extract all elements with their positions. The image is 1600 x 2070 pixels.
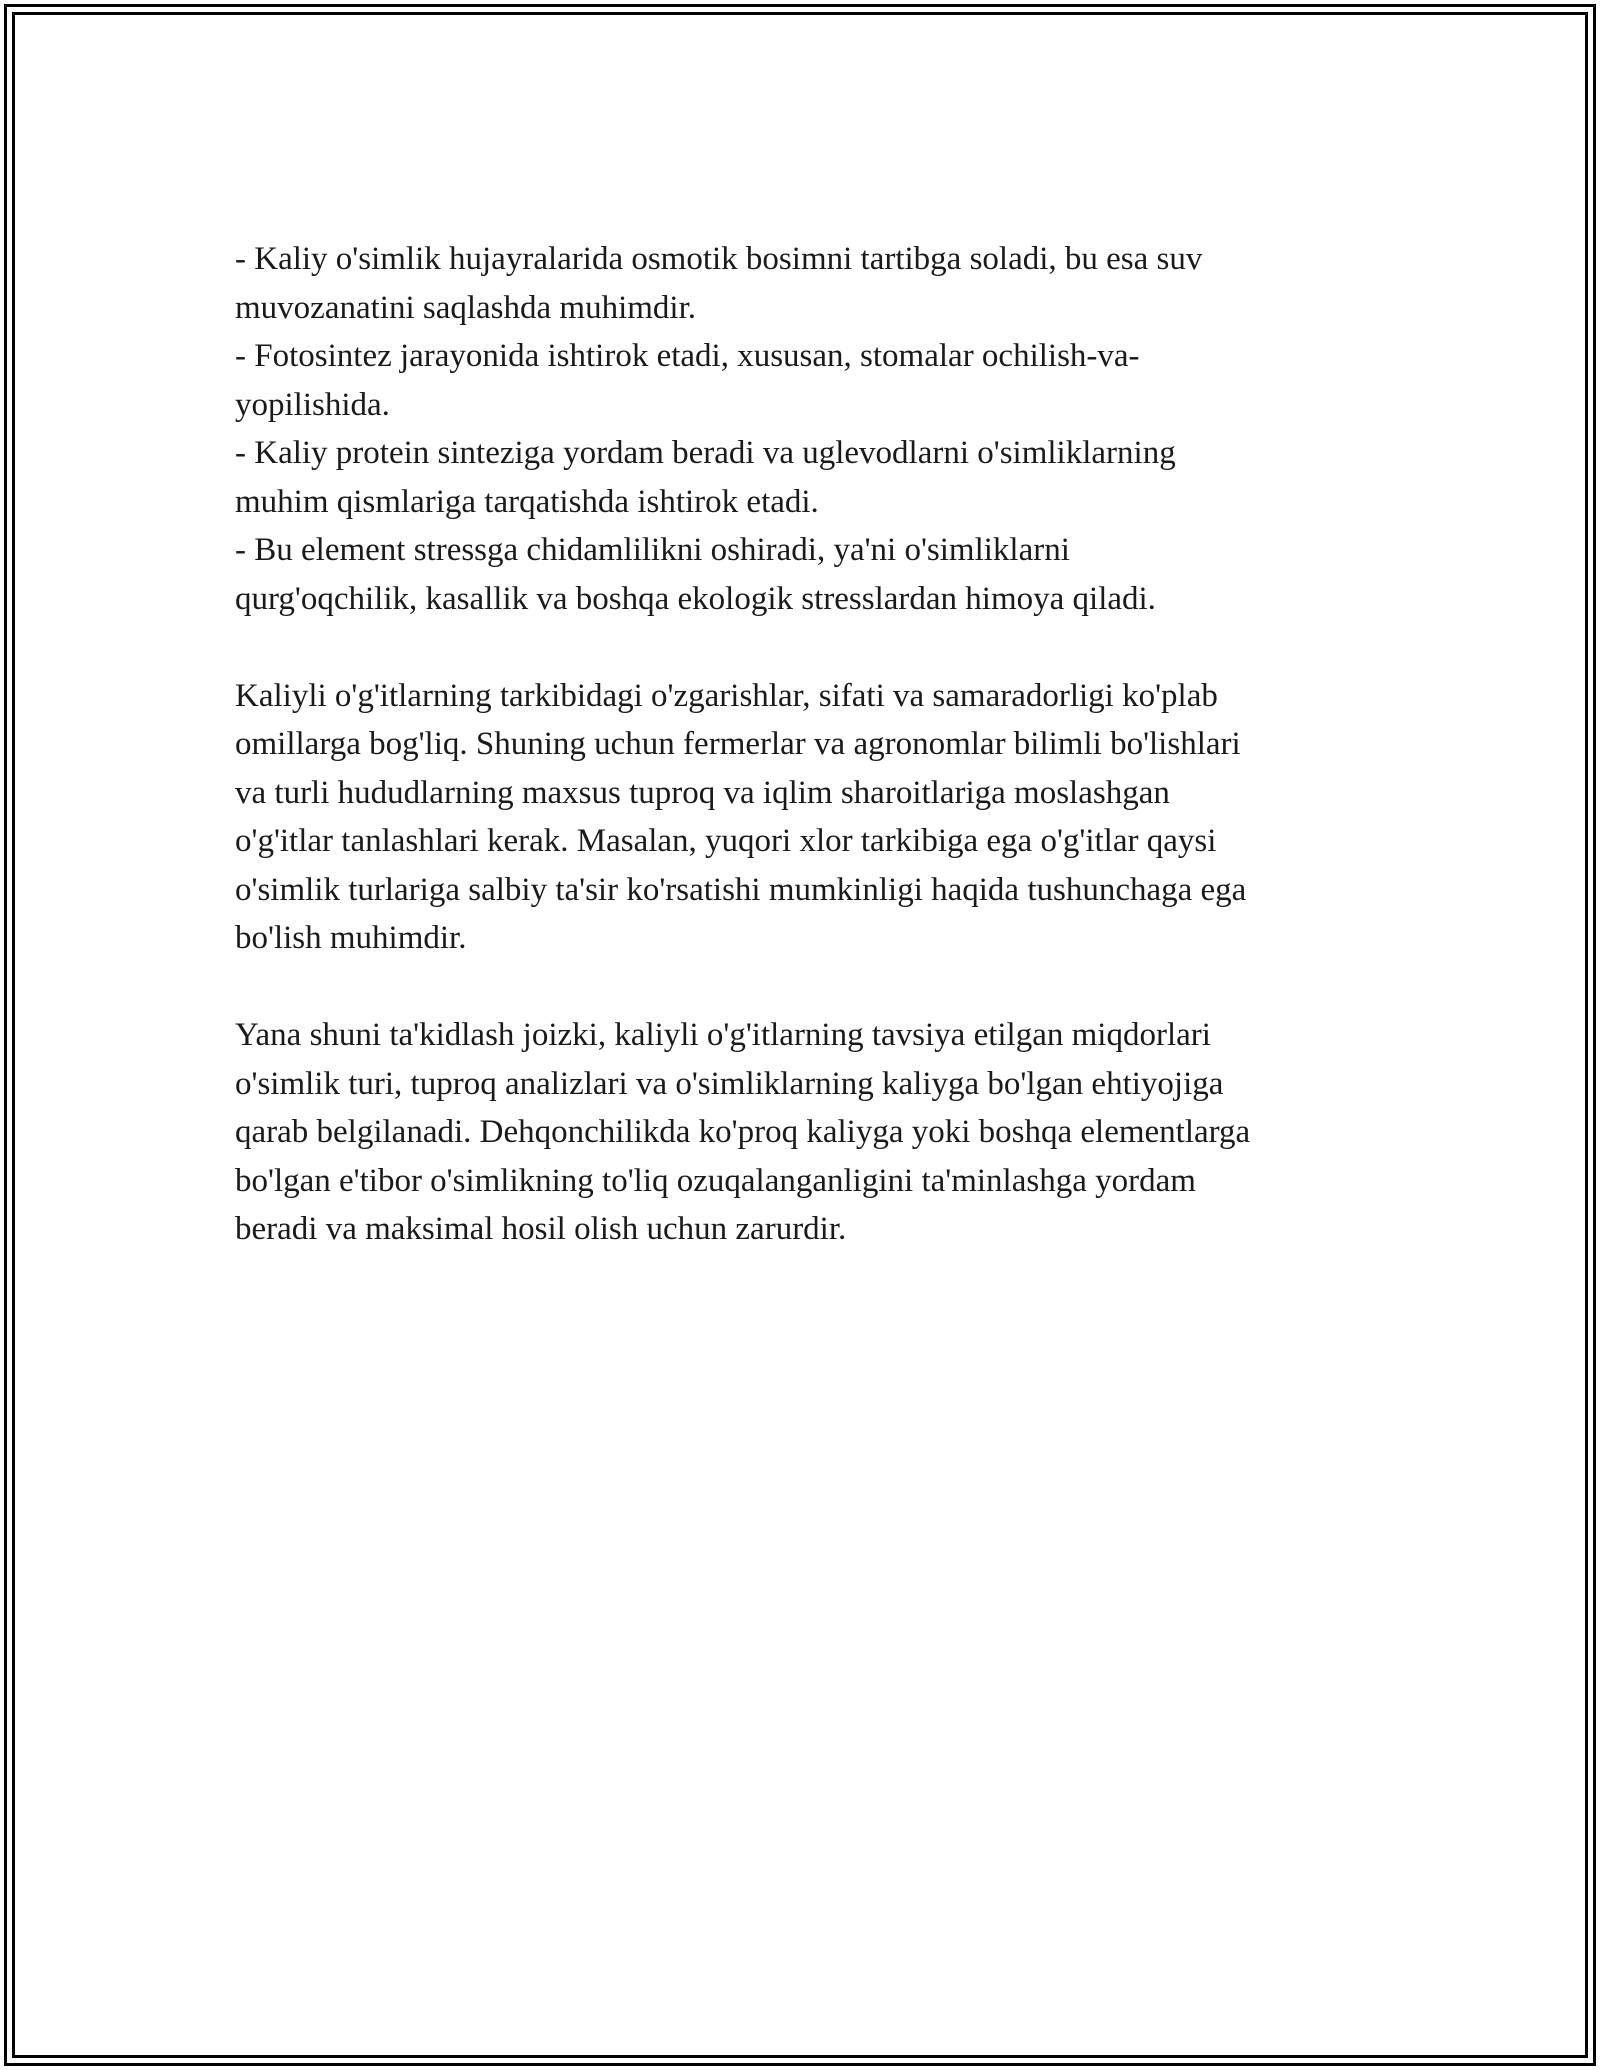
document-body [235,235,1375,1254]
bullet-item: - Fotosintez jarayonida ishtirok etadi, xususan, stomalar ochilish-va- yopilishida. [235,338,1140,423]
body-paragraph: Kaliyli o'g'itlarning tarkibidagi o'zgarishlar, sifati va samaradorligi ko'plab omillarga bog'liq. Shuning uchun fermerlar va agronomlar bilimli bo'lishlari va turli hududlarning maxsus tuproq va iqlim sharoitlariga moslashgan o'g'itlar tanlashlari kerak. Masalan, yuqori xlor tarkibiga ega o'g'itlar qaysi o'simlik turlariga salbiy ta'sir ko'rsatishi mumkinligi haqida tushunchaga ega bo'lish muhimdir. [235,677,1247,956]
bullet-item: - Kaliy o'simlik hujayralarida osmotik bosimni tartibga soladi, bu esa suv muvozanatini saqlashda muhimdir. [235,241,1203,326]
body-paragraph: Yana shuni ta'kidlash joizki, kaliyli o'g'itlarning tavsiya etilgan miqdorlari o'simlik turi, tuproq analizlari va o'simliklarning kaliyga bo'lgan ehtiyojiga qarab belgilanadi. Dehqonchilikda ko'proq kaliyga yoki boshqa elementlarga bo'lgan e'tibor o'simlikning to'liq ozuqalanganligini ta'minlashga yordam beradi va maksimal hosil olish uchun zarurdir. [235,1017,1251,1247]
bullet-item: - Kaliy protein sinteziga yordam beradi va uglevodlarni o'simliklarning muhim qismlariga tarqatishda ishtirok etadi. [235,435,1176,520]
paragraph-spacer [235,623,1375,672]
paragraph-spacer [235,963,1375,1012]
bullet-item: - Bu element stressga chidamlilikni oshiradi, ya'ni o'simliklarni qurg'oqchilik, kasallik va boshqa ekologik stresslardan himoya qiladi. [235,532,1156,617]
